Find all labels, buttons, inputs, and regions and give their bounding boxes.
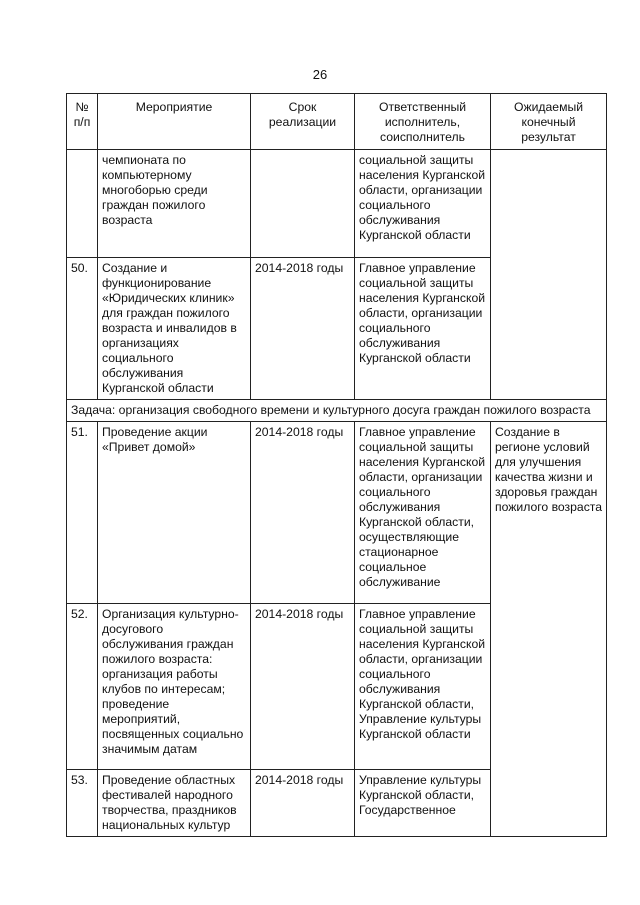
row-event: Проведение акции «Привет домой» — [98, 422, 251, 604]
row-num: 53. — [67, 770, 98, 837]
row-executor: Управление культуры Курганской области, Государственное — [355, 770, 491, 837]
program-table — [66, 93, 607, 837]
row-executor: Главное управление социальной защиты населения Курганской области, организации социального обслуживания Курганской области, осуществляющие стационарное социальное обслуживание — [355, 422, 491, 604]
row-term: 2014-2018 годы — [251, 258, 355, 400]
header-term: Срок реализации — [251, 94, 355, 150]
header-executor: Ответственный исполнитель, соисполнитель — [355, 94, 491, 150]
row-event: чемпионата по компьютерному многоборью среди граждан пожилого возраста — [98, 150, 251, 258]
row-executor: Главное управление социальной защиты населения Курганской области, организации социального обслуживания Курганской области — [355, 258, 491, 400]
page-number: 26 — [312, 67, 328, 82]
row-num: 51. — [67, 422, 98, 604]
row-event: Проведение областных фестивалей народного творчества, праздников национальных культур — [98, 770, 251, 837]
row-term: 2014-2018 годы — [251, 604, 355, 770]
row-executor: Главное управление социальной защиты населения Курганской области, организации социального обслуживания Курганской области, Управление культуры Курганской области — [355, 604, 491, 770]
row-num: 52. — [67, 604, 98, 770]
row-num — [67, 150, 98, 258]
header-result: Ожидаемый конечный результат — [491, 94, 607, 150]
table-header-row — [67, 94, 607, 150]
row-event: Организация культурно-досугового обслуживания граждан пожилого возраста: организация работы клубов по интересам; проведение мероприятий, посвященных социально значимым датам — [98, 604, 251, 770]
row-term: 2014-2018 годы — [251, 422, 355, 604]
row-term: 2014-2018 годы — [251, 770, 355, 837]
header-num: № п/п — [67, 94, 98, 150]
row-event: Создание и функционирование «Юридических клиник» для граждан пожилого возраста и инвалидов в организациях социального обслуживания Курганской области — [98, 258, 251, 400]
row-result — [491, 150, 607, 400]
task-text: Задача: организация свободного времени и культурного досуга граждан пожилого возраста — [67, 400, 607, 422]
row-num: 50. — [67, 258, 98, 400]
row-result: Создание в регионе условий для улучшения качества жизни и здоровья граждан пожилого возраста — [491, 422, 607, 837]
row-term — [251, 150, 355, 258]
task-row — [67, 400, 607, 422]
header-event: Мероприятие — [98, 94, 251, 150]
table-row — [67, 150, 607, 258]
table-row — [67, 422, 607, 604]
row-executor: социальной защиты населения Курганской области, организации социального обслуживания Курганской области — [355, 150, 491, 258]
